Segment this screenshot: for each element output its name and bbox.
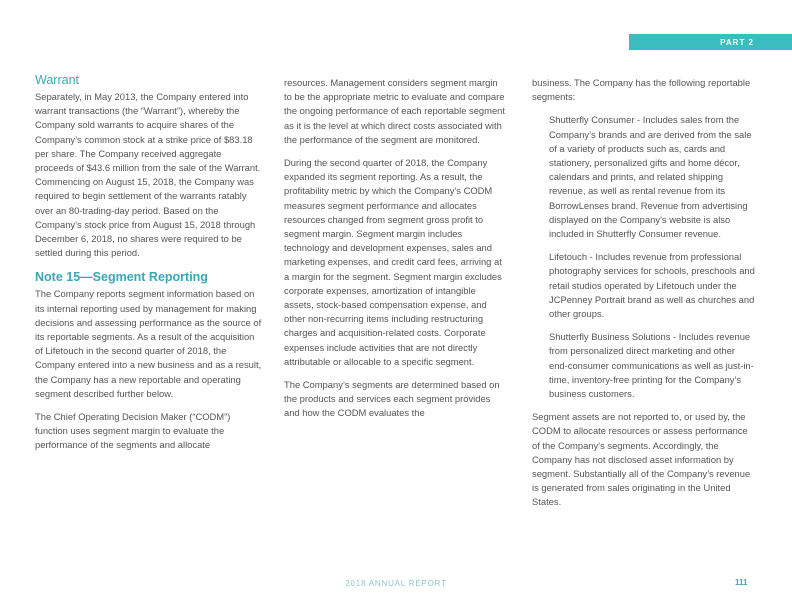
- part-label-tab: PART 2: [629, 34, 792, 50]
- column-right: [532, 76, 756, 519]
- column-middle: [284, 76, 508, 430]
- note-15-heading: Note 15—Segment Reporting: [35, 270, 208, 285]
- footer-page-number: 111: [735, 578, 748, 587]
- note-15-paragraph-2: The Chief Operating Decision Maker (“CODM”) function uses segment margin to evaluate the performance of the segments and allocate: [35, 411, 231, 451]
- segment-lifetouch: Lifetouch - Includes revenue from professional photography services for schools, preschools and retail studios operated by Lifetouch under the JCPenney Portrait brand as well as churches and other groups.: [549, 251, 755, 320]
- segment-assets-paragraph: Segment assets are not reported to, or used by, the CODM to allocate resources or assess performance of the Company’s segments. Accordingly, the Company has not disclosed asset information by segment. Substantially all of the Company’s revenue is generated from sales originating in the United States.: [532, 411, 751, 508]
- warrant-paragraph: Separately, in May 2013, the Company entered into warrant transactions (the “Warrant”), whereby the Company sold warrants to acquire shares of the Company’s common stock at a strike price of $83.18 per share. The Company received aggregate proceeds of $43.6 million from the sale of the Warrant. Commencing on August 15, 2018, the Company was required to begin settlement of the warrants ratably over an 80-trading-day period. Based on the Company’s stock price from August 15, 2018 through December 6, 2018, no shares were required to be settled during this period.: [35, 91, 261, 259]
- footer-report-label: 2018 ANNUAL REPORT: [345, 579, 447, 588]
- segment-margin-paragraph: resources. Management considers segment margin to be the appropriate metric to evaluate and compare the ongoing performance of each reportable segment as it is the level at which direct costs associated with the performance of the segment are monitored.: [284, 77, 505, 145]
- segment-expansion-paragraph: During the second quarter of 2018, the Company expanded its segment reporting. As a result, the profitability metric by which the Company’s CODM measures segment performance and allocates resources changed from segment gross profit to segment margin. Segment margin includes technology and development expenses, sales and marketing expenses, and credit card fees, arriving at a margin for the segment. Segment margin excludes corporate expenses, amortization of intangible assets, stock-based compensation expense, and other non-recurring items including restructuring charges and acquisition-related costs. Corporate expenses include activities that are not directly attributable or allocable to a specific segment.: [284, 157, 502, 367]
- segment-shutterfly-consumer: Shutterfly Consumer - Includes sales from the Company’s brands and are derived from the sale of a variety of products such as, cards and stationery, personalized gifts and home décor, calendars and prints, and related shipping revenue, as well as rental revenue from its BorrowLenses brand. Revenue from advertising displayed on the Company’s website is also included in Shutterfly Consumer revenue.: [549, 114, 752, 240]
- segment-business-solutions: Shutterfly Business Solutions - Includes revenue from personalized direct marketing and other end-consumer communications as well as just-in-time, inventory-free printing for the Company’s business customers.: [549, 331, 754, 400]
- note-15-paragraph-1: The Company reports segment information based on its internal reporting used by management for making decisions and assessing performance as the source of its reportable segments. As a result of the acquisition of Lifetouch in the second quarter of 2018, the Company entered into a new business and as a result, the Company has a new reportable and operating segment described further below.: [35, 288, 262, 399]
- segments-intro-paragraph: business. The Company has the following reportable segments:: [532, 77, 751, 103]
- segment-determination-paragraph: The Company’s segments are determined based on the products and services each segment provides and how the CODM evaluates the: [284, 379, 500, 419]
- warrant-heading: Warrant: [35, 73, 79, 87]
- column-left: [35, 72, 262, 462]
